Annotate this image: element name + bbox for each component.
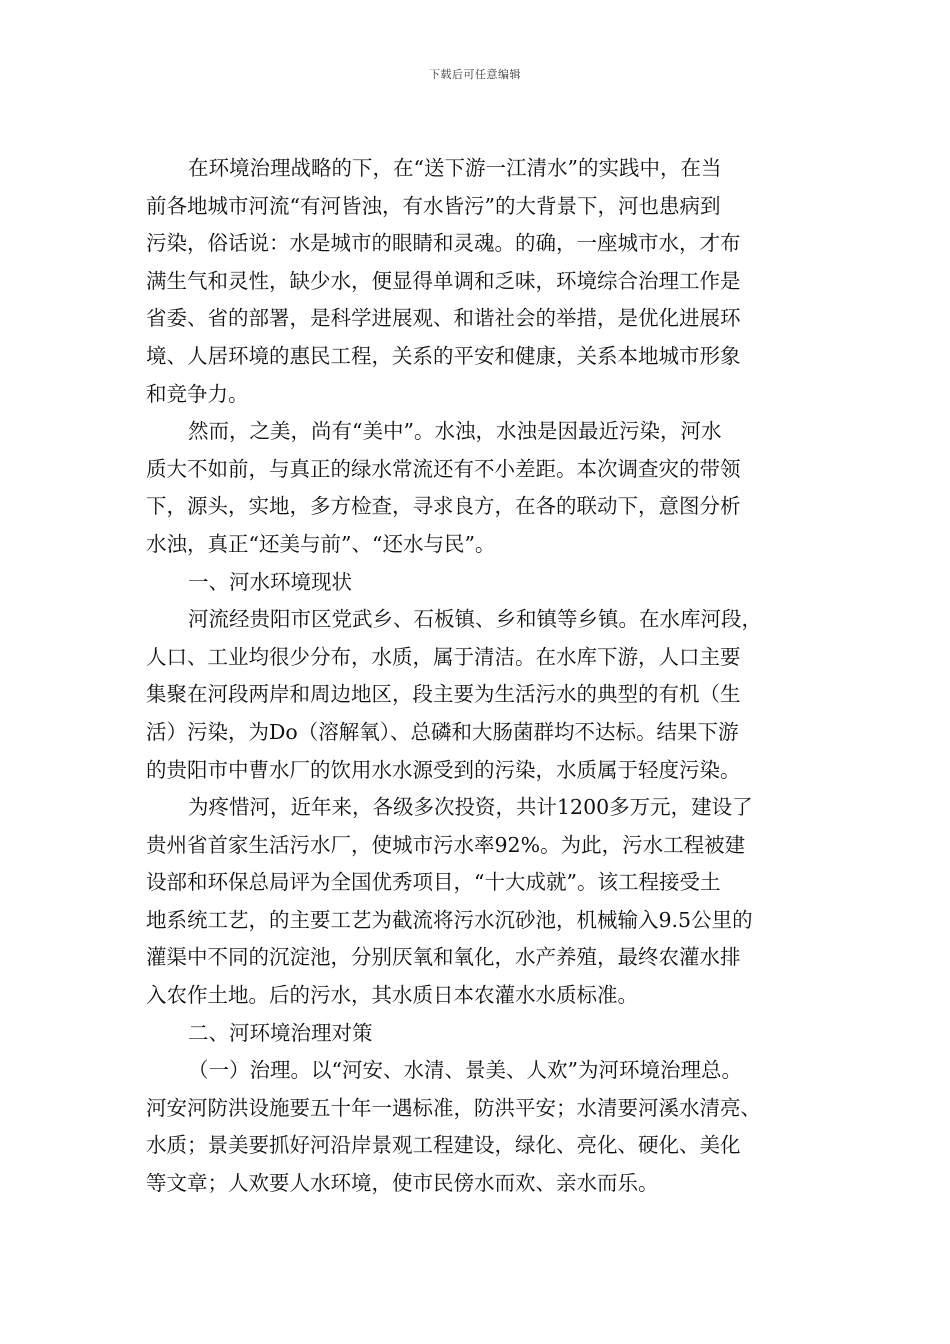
section-heading: 二、河环境治理对策	[188, 1020, 373, 1045]
paragraph-line: 设部和环保总局评为全国优秀项目，“十大成就”。该工程接受土	[146, 870, 721, 895]
paragraph-line: 等文章；人欢要人水环境，使市民傍水而欢、亲水而乐。	[146, 1171, 659, 1196]
paragraph-line: 境、人居环境的惠民工程，关系的平安和健康，关系本地城市形象	[146, 343, 741, 368]
paragraph-line: 水浊，真正“还美与前”、“还水与民”。	[146, 531, 496, 556]
paragraph-line: 质大不如前，与真正的绿水常流还有不小差距。本次调查灾的带领	[146, 456, 741, 481]
paragraph-line: 入农作土地。后的污水，其水质日本农灌水水质标准。	[146, 983, 638, 1008]
paragraph-line: 的贵阳市中曹水厂的饮用水水源受到的污染，水质属于轻度污染。	[146, 757, 741, 782]
paragraph-line: 活）污染，为Do（溶解氧）、总磷和大肠菌群均不达标。结果下游	[146, 719, 739, 744]
paragraph-line: 水质；景美要抓好河沿岸景观工程建设，绿化、亮化、硬化、美化	[146, 1133, 741, 1158]
paragraph-line: 污染，俗话说：水是城市的眼睛和灵魂。的确，一座城市水，才布	[146, 231, 741, 256]
paragraph-line: 然而，之美，尚有“美中”。水浊，水浊是因最近污染，河水	[188, 419, 722, 444]
paragraph-line: 地系统工艺，的主要工艺为截流将污水沉砂池，机械输入9.5公里的	[146, 907, 753, 932]
paragraph-line: 在环境治理战略的下，在“送下游一江清水”的实践中，在当	[188, 156, 722, 180]
paragraph-line: 贵州省首家生活污水厂，使城市污水率92%。为此，污水工程被建	[146, 832, 746, 857]
section-heading: 一、河水环境现状	[188, 569, 352, 594]
paragraph-line: 河流经贵阳市区党武乡、石板镇、乡和镇等乡镇。在水库河段，	[188, 607, 762, 632]
paragraph-line: 河安河防洪设施要五十年一遇标准，防洪平安；水清要河溪水清亮、	[146, 1095, 761, 1120]
paragraph-line: 省委、省的部署，是科学进展观、和谐社会的举措，是优化进展环	[146, 306, 741, 331]
paragraph-line: 为疼惜河，近年来，各级多次投资，共计1200多万元，建设了	[188, 795, 753, 820]
document-body	[146, 150, 814, 1203]
paragraph-line: 满生气和灵性，缺少水，便显得单调和乏味，环境综合治理工作是	[146, 268, 741, 293]
page-header: 下载后可任意编辑	[429, 68, 521, 81]
paragraph-line: 灌渠中不同的沉淀池，分别厌氧和氧化，水产养殖，最终农灌水排	[146, 945, 741, 970]
paragraph-line: 和竞争力。	[146, 381, 249, 406]
paragraph-line: 前各地城市河流“有河皆浊，有水皆污”的大背景下，河也患病到	[146, 193, 721, 218]
paragraph-line: 集聚在河段两岸和周边地区，段主要为生活污水的典型的有机（生	[146, 682, 741, 707]
paragraph-line: （一）治理。以“河安、水清、景美、人欢”为河环境治理总。	[188, 1058, 742, 1083]
paragraph-line: 下，源头，实地，多方检查，寻求良方，在各的联动下，意图分析	[146, 494, 741, 519]
paragraph-line: 人口、工业均很少分布，水质，属于清洁。在水库下游，人口主要	[146, 644, 741, 669]
